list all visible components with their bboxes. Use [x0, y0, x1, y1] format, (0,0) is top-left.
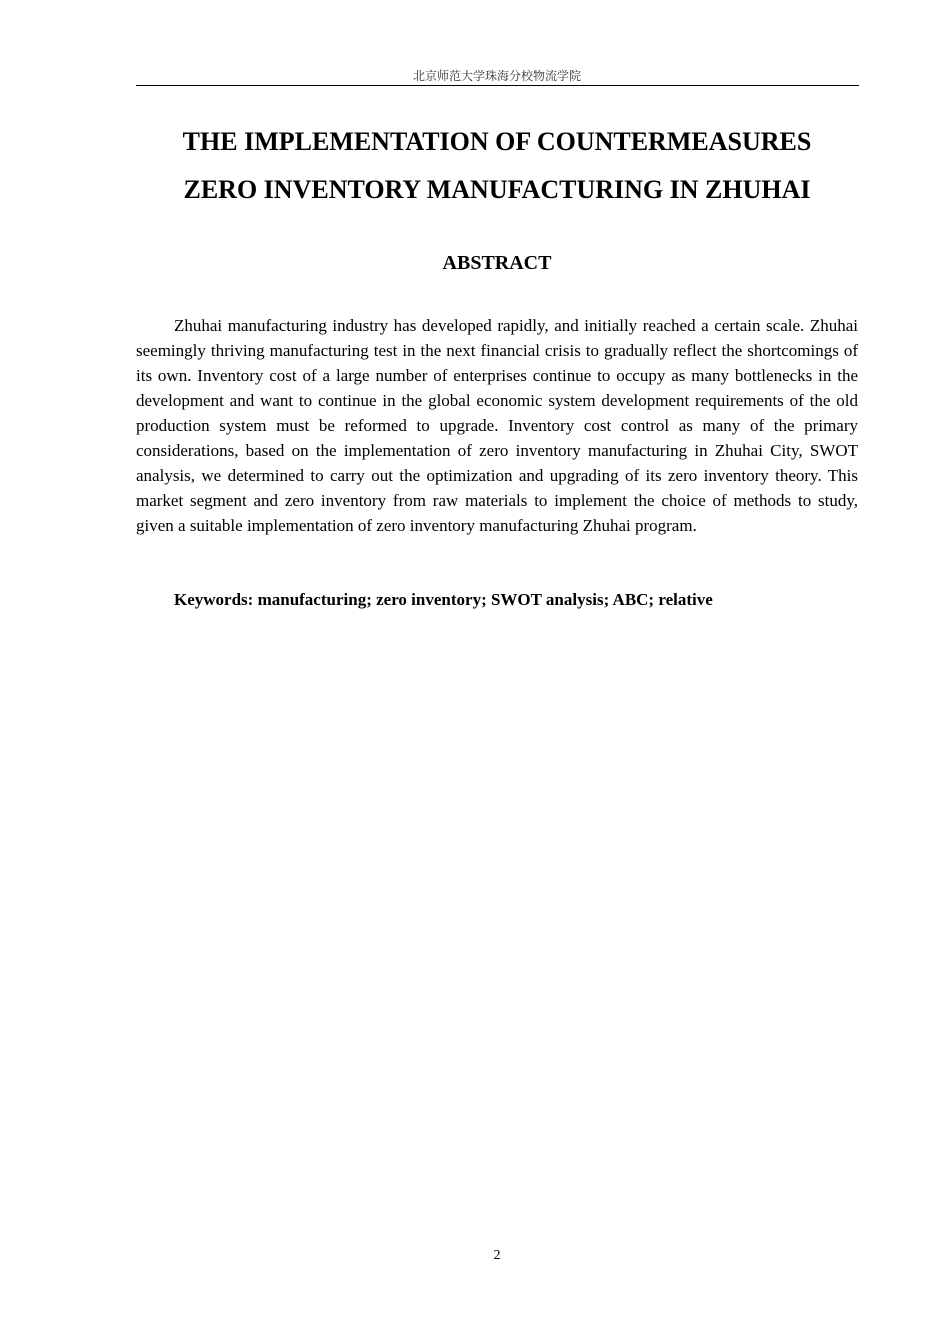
abstract-heading: ABSTRACT: [442, 252, 552, 274]
header-rule: [136, 85, 859, 86]
title-line-1: THE IMPLEMENTATION OF COUNTERMEASURES: [182, 127, 812, 156]
running-header: 北京师范大学珠海分校物流学院: [412, 69, 581, 83]
paper-title: [120, 118, 874, 214]
title-line-2: ZERO INVENTORY MANUFACTURING IN ZHUHAI: [183, 175, 811, 204]
page-number: 2: [493, 1248, 501, 1263]
abstract-body: Zhuhai manufacturing industry has developed rapidly, and initially reached a certain scale. Zhuhai seemingly thriving manufacturing test in the next financial crisis to gradually reflect the shortcomings of its own. Inventory cost of a large number of enterprises continue to occupy as many bottlenecks in the development and want to continue in the global economic system development requirements of the old production system must be reformed to upgrade. Inventory cost control as many of the primary considerations, based on the implementation of zero inventory manufacturing in Zhuhai City, SWOT analysis, we determined to carry out the optimization and upgrading of its zero inventory theory. This market segment and zero inventory from raw materials to implement the choice of methods to study, given a suitable implementation of zero inventory manufacturing Zhuhai program.: [136, 316, 858, 535]
keywords: Keywords: manufacturing; zero inventory; SWOT analysis; ABC; relative: [174, 590, 713, 609]
